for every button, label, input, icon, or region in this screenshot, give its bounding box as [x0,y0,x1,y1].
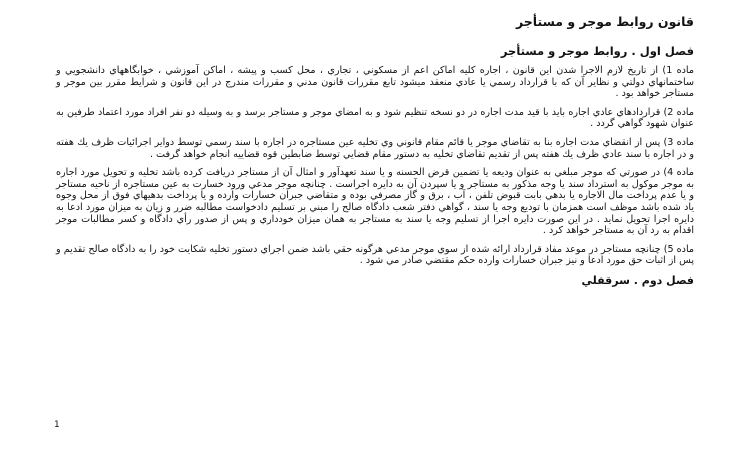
article-4: ماده 4) در صورتي كه موجر مبلغي به عنوان وديعه يا تضمين قرض الحسنه و يا سند تعهدآور و امثال آن از مستاجر دريافت كرده باشد تخليه و تحويل مورد اجاره به موجر موكول به استرداد سند يا وجه مذكور به مستاجر و يا سپردن آن به دايره اجراست . چنانچه موجر مدعي ورود خسارت به عين مستاجره از ناحيه مستاجر و يا عدم پرداخت مال الاجاره يا بدهي بابت قبوض تلفن ، آب ، برق و گاز مصرفي بوده و متقاضي جبران خسارات وارده و يا پرداخت بدهيهاي فوق از محل وجوه ياد شده باشد موظف است همزمان با توديع وجه يا سند ، گواهي دفتر شعب دادگاه صالح را مبني بر تسليم دادخواست مطالبه ضرر و زيان به ميزان مورد ادعا به دايره اجرا تحويل نمايد . در اين صورت دايره اجرا از تسليم وجه يا سند به مستاجر به همان ميزان خودداري و پس از صدور رأي دادگاه و كسر مطالبات موجر اقدام به رد آن به مستاجر خواهد كرد . [56,167,694,237]
article-3: ماده 3) پس از انقضاي مدت اجاره بنا به تقاضاي موجر يا قائم مقام قانوني وي تخليه عين مستاجره در اجاره با سند رسمي توسط دواير اجرائيات ظرف يك هفته و در اجاره با سند عادي ظرف يك هفته پس از تقديم تقاضاي تخليه به دستور مقام قضايي توسط ضابطين قوه قضاييه انجام خواهد گرفت . [56,136,694,160]
article-1: ماده 1) از تاريخ لازم الاجرا شدن اين قانون ، اجاره كليه اماكن اعم از مسكوني ، تجاري ، محل كسب و پيشه ، اماكن آموزشي ، خوابگاههاي دانشجويي و ساختمانهاي دولتي و نظاير آن كه با قرارداد رسمي يا عادي منعقد ميشود تابع مقررات قانون مدني و مقررات مندرج در اين قانون و شرايط مقرر بين موجر و مستاجر خواهد بود . [56,65,694,100]
article-2: ماده 2) قراردادهاي عادي اجاره بايد با قيد مدت اجاره در دو نسخه تنظيم شود و به امضاي موجر و مستاجر برسد و به وسيله دو نفر افراد مورد اعتماد طرفين به عنوان شهود گواهي گردد . [56,106,694,130]
document-title: قانون روابط موجر و مستأجر [516,14,694,29]
chapter-heading-2: فصل دوم . سرقفلي [581,273,694,287]
article-5: ماده 5) چنانچه مستاجر در موعد مفاد قرارداد ارائه شده از سوي موجر مدعي هرگونه حقي باشد ضمن اجراي دستور تخليه شكايت خود را به دادگاه صالح تقديم و پس از اثبات حق مورد ادعا و نيز جبران خسارات وارده حكم مقتضي صادر مي شود . [56,243,695,267]
chapter-heading-1: فصل اول . روابط موجر و مستأجر [500,44,694,58]
page-number: 1 [54,420,60,430]
